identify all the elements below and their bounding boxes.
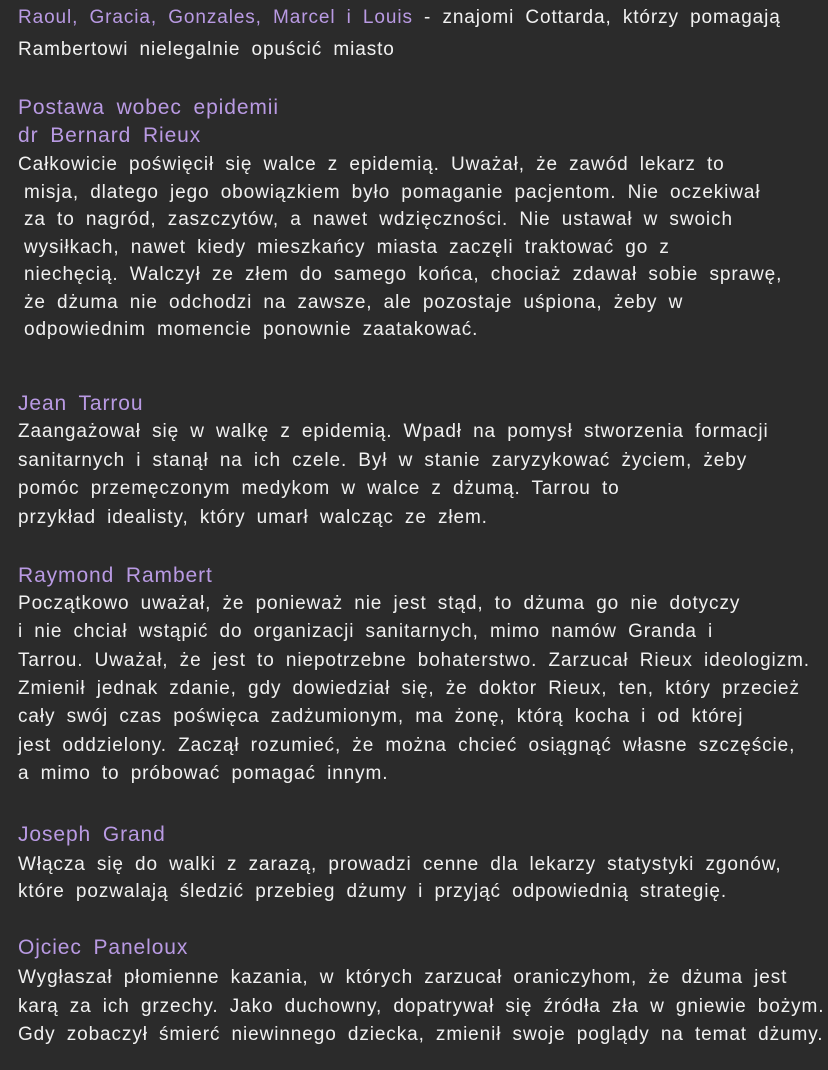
body-line: Zaangażował się w walkę z epidemią. Wpadł na pomysł stworzenia formacji — [18, 421, 769, 442]
intro-line: Rambertowi nielegalnie opuścić miasto — [18, 39, 395, 60]
body-line: które pozwalają śledzić przebieg dżumy i przyjąć odpowiednią strategię. — [18, 881, 728, 902]
intro-names: Raoul, Gracia, Gonzales, Marcel i Louis — [18, 7, 413, 28]
body-line: odpowiednim momencie ponownie zaatakować. — [24, 319, 479, 340]
body-line: Całkowicie poświęcił się walce z epidemią. Uważał, że zawód lekarz to — [18, 154, 725, 175]
intro-line — [18, 6, 781, 30]
body-line: Tarrou. Uważał, że jest to niepotrzebne bohaterstwo. Zarzucał Rieux ideologizm. — [18, 649, 810, 671]
body-line: niechęcią. Walczył ze złem do samego końca, chociaż zdawał sobie sprawę, — [24, 264, 783, 285]
body-line: i nie chciał wstąpić do organizacji sanitarnych, mimo namów Granda i — [18, 621, 714, 643]
body-line: Włącza się do walki z zarazą, prowadzi cenne dla lekarzy statystyki zgonów, — [18, 854, 782, 875]
body-line: sanitarnych i stanął na ich czele. Był w stanie zaryzykować życiem, żeby — [18, 449, 748, 471]
body-line: Początkowo uważał, że ponieważ nie jest stąd, to dżuma go nie dotyczy — [18, 593, 741, 614]
body-line: karą za ich grzechy. Jako duchowny, dopatrywał się źródła zła w gniewie bożym. — [18, 995, 825, 1017]
character-name: dr Bernard Rieux — [18, 124, 202, 147]
body-line: Wygłaszał płomienne kazania, w których zarzucał oraniczyhom, że dżuma jest — [18, 967, 788, 988]
body-line: cały swój czas poświęca zadżumionym, ma żonę, którą kocha i od której — [18, 706, 744, 728]
character-name: Joseph Grand — [18, 823, 166, 846]
body-line: jest oddzielony. Zaczął rozumieć, że można chcieć osiągnąć własne szczęście, — [18, 734, 796, 756]
character-name: Ojciec Paneloux — [18, 936, 189, 959]
character-name: Jean Tarrou — [18, 392, 144, 415]
character-name: Raymond Rambert — [18, 564, 213, 587]
body-line: że dżuma nie odchodzi na zawsze, ale pozostaje uśpiona, żeby w — [24, 291, 684, 313]
intro-text: - znajomi Cottarda, którzy pomagają — [412, 7, 781, 28]
body-line: a mimo to próbować pomagać innym. — [18, 762, 389, 784]
body-line: wysiłkach, nawet kiedy mieszkańcy miasta zaczęli traktować go z — [24, 236, 670, 258]
body-line: przykład idealisty, który umarł walcząc ze złem. — [18, 506, 488, 528]
body-line: Gdy zobaczył śmierć niewinnego dziecka, zmienił swoje poglądy na temat dżumy. — [18, 1024, 824, 1045]
body-line: Zmienił jednak zdanie, gdy dowiedział się, że doktor Rieux, ten, który przecież — [18, 677, 800, 699]
body-line: pomóc przemęczonym medykom w walce z dżumą. Tarrou to — [18, 478, 620, 499]
body-line: misja, dlatego jego obowiązkiem było pomaganie pacjentom. Nie oczekiwał — [24, 181, 761, 203]
body-line: za to nagród, zaszczytów, a nawet wdzięczności. Nie ustawał w swoich — [24, 209, 733, 230]
section-title: Postawa wobec epidemii — [18, 96, 279, 119]
